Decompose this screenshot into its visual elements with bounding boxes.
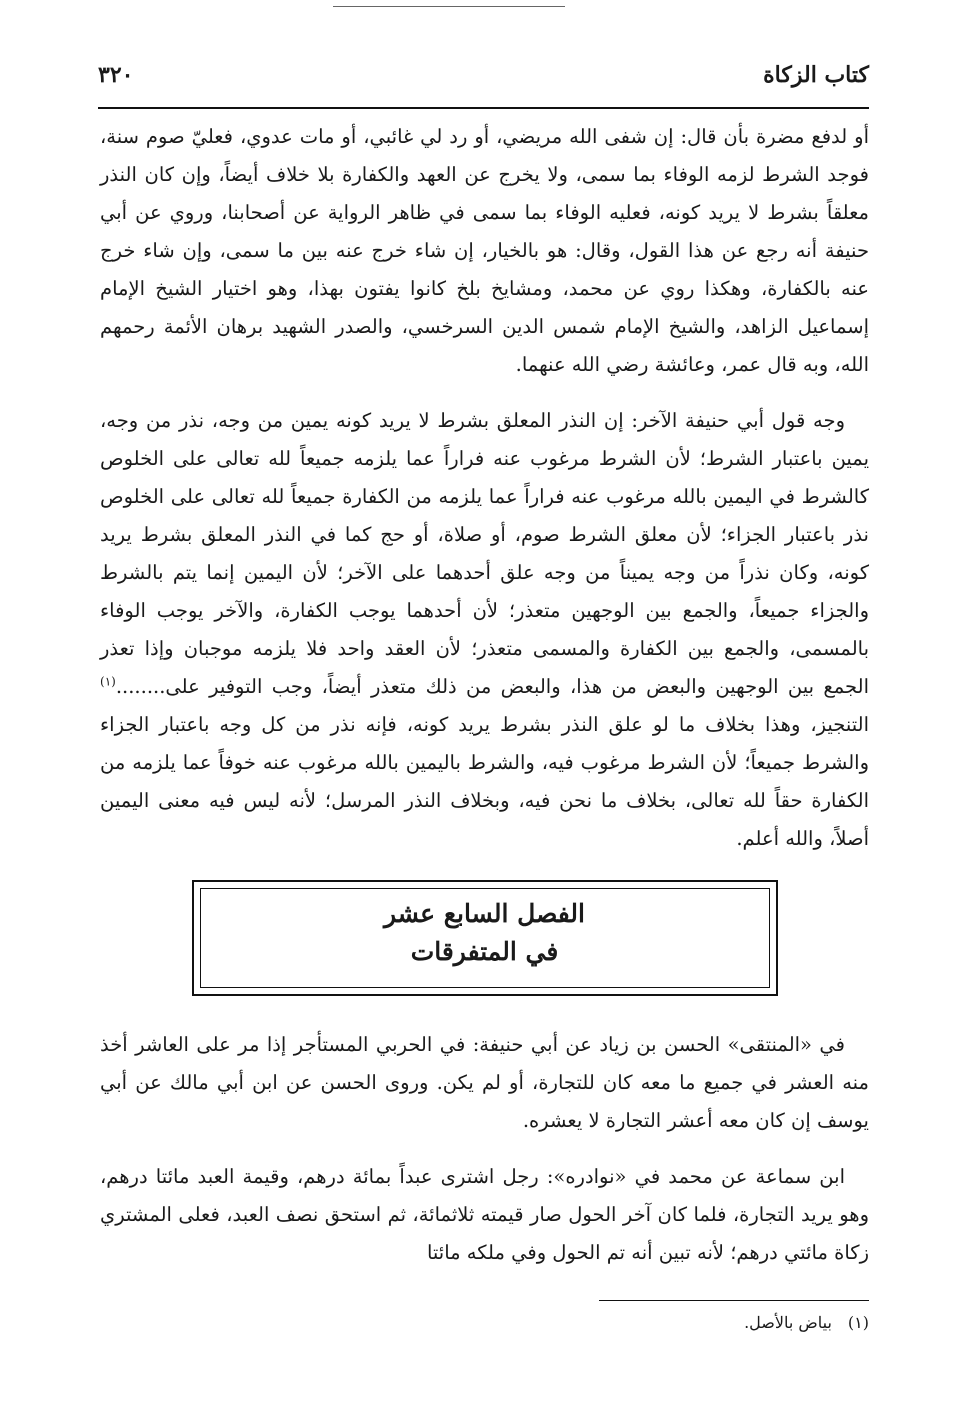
footnote-number: (١) (847, 1313, 869, 1332)
paragraph-text: التنجيز، وهذا بخلاف ما لو علق النذر بشرط يريد كونه، فإنه نذر من كل وجه باعتبار الجزاء والشرط جميعاً؛ لأن الشرط مرغوب فيه، والشرط باليمين بالله مرغوب عنه خوفاً عما يلزمه من الكفارة حقاً لله تعالى، بخلاف ما نحن فيه، وبخلاف النذر المرسل؛ لأنه ليس فيه معنى اليمين أصلاً، والله أعلم. (100, 713, 869, 850)
header-rule (98, 107, 869, 109)
footnote-text: بياض بالأصل. (744, 1313, 832, 1332)
section-subtitle: في المتفرقات (410, 937, 559, 966)
page-number: ٣٢٠ (98, 62, 134, 88)
body-paragraph (100, 402, 869, 858)
footnote (744, 1310, 869, 1336)
footnote-rule (599, 1300, 869, 1301)
section-title: الفصل السابع عشر (384, 899, 585, 928)
body-paragraph: في «المنتقى» الحسن بن زياد عن أبي حنيفة: في الحربي المستأجر إذا مر على العاشر أخذ منه العشر في جميع ما معه كان للتجارة، أو لم يكن. وروى الحسن عن ابن أبي مالك عن أبي يوسف إن كان معه أعشر التجارة لا يعشره. (100, 1033, 869, 1132)
page-header (98, 60, 869, 104)
section-heading-frame (192, 880, 778, 996)
running-title: كتاب الزكاة (763, 62, 869, 88)
page-body (100, 118, 869, 1272)
paragraph-gap (100, 1140, 869, 1158)
footnote-reference: (١) (100, 674, 116, 689)
body-paragraph: ابن سماعة عن محمد في «نوادره»: رجل اشترى عبداً بمائة درهم، وقيمة العبد مائتا درهم، وهو يريد التجارة، فلما كان آخر الحول صار قيمته ثلاثمائة، ثم استحق نصف العبد، فعلى المشتري زكاة مائتي درهم؛ لأنه تبين أنه تم الحول وفي ملكه مائتا (100, 1165, 869, 1264)
paragraph-text: وجه قول أبي حنيفة الآخر: إن النذر المعلق بشرط لا يريد كونه يمين من وجه، نذر من وجه، يمين باعتبار الشرط؛ لأن الشرط مرغوب عنه فراراً عما يلزمه جميعاً لله تعالى على الخلوص كالشرط في اليمين بالله مرغوب عنه فراراً عما يلزمه من الكفارة جميعاً لله تعالى على الخلوص نذر باعتبار الجزاء؛ لأن معلق الشرط صوم، أو صلاة، أو حج كما في النذر المعلق بشرط يريد كونه، وكان نذراً من وجه يميناً من وجه علق أحدهما على الآخر؛ لأن اليمين إنما يتم بالشرط والجزاء جميعاً، والجمع بين الوجهين متعذر؛ لأن أحدهما يوجب الكفارة، والآخر يوجب الوفاء بالمسمى، والجمع بين الكفارة والمسمى متعذر؛ لأن العقد واحد فلا يلزمه موجبان وإذا تعذر الجمع بين الوجهين والبعض من هذا، والبعض من ذلك متعذر أيضاً، وجب التوفير على........ (100, 409, 869, 698)
paragraph-gap (100, 384, 869, 402)
body-paragraph: أو لدفع مضرة بأن قال: إن شفى الله مريضي، أو رد لي غائبي، أو مات عدوي، فعليّ صوم سنة، فوجد الشرط لزمه الوفاء بما سمى، ولا يخرج عن العهد والكفارة بلا خلاف أيضاً، وإن كان النذر معلقاً بشرط لا يريد كونه، فعليه الوفاء بما سمى في ظاهر الرواية عن أصحابنا، وروي عن أبي حنيفة أنه رجع عن هذا القول، وقال: هو بالخيار، إن شاء خرج عنه بين ما سمى، وإن شاء خرج عنه بالكفارة، وهكذا روي عن محمد، ومشايخ بلخ كانوا يفتون بهذا، وهو اختيار الشيخ الإمام إسماعيل الزاهد، والشيخ الإمام شمس الدين السرخسي، والصدر الشهيد برهان الأئمة رحمهم الله، وبه قال عمر، وعائشة رضي الله عنهما. (100, 125, 869, 376)
top-decorative-rule (333, 6, 565, 7)
